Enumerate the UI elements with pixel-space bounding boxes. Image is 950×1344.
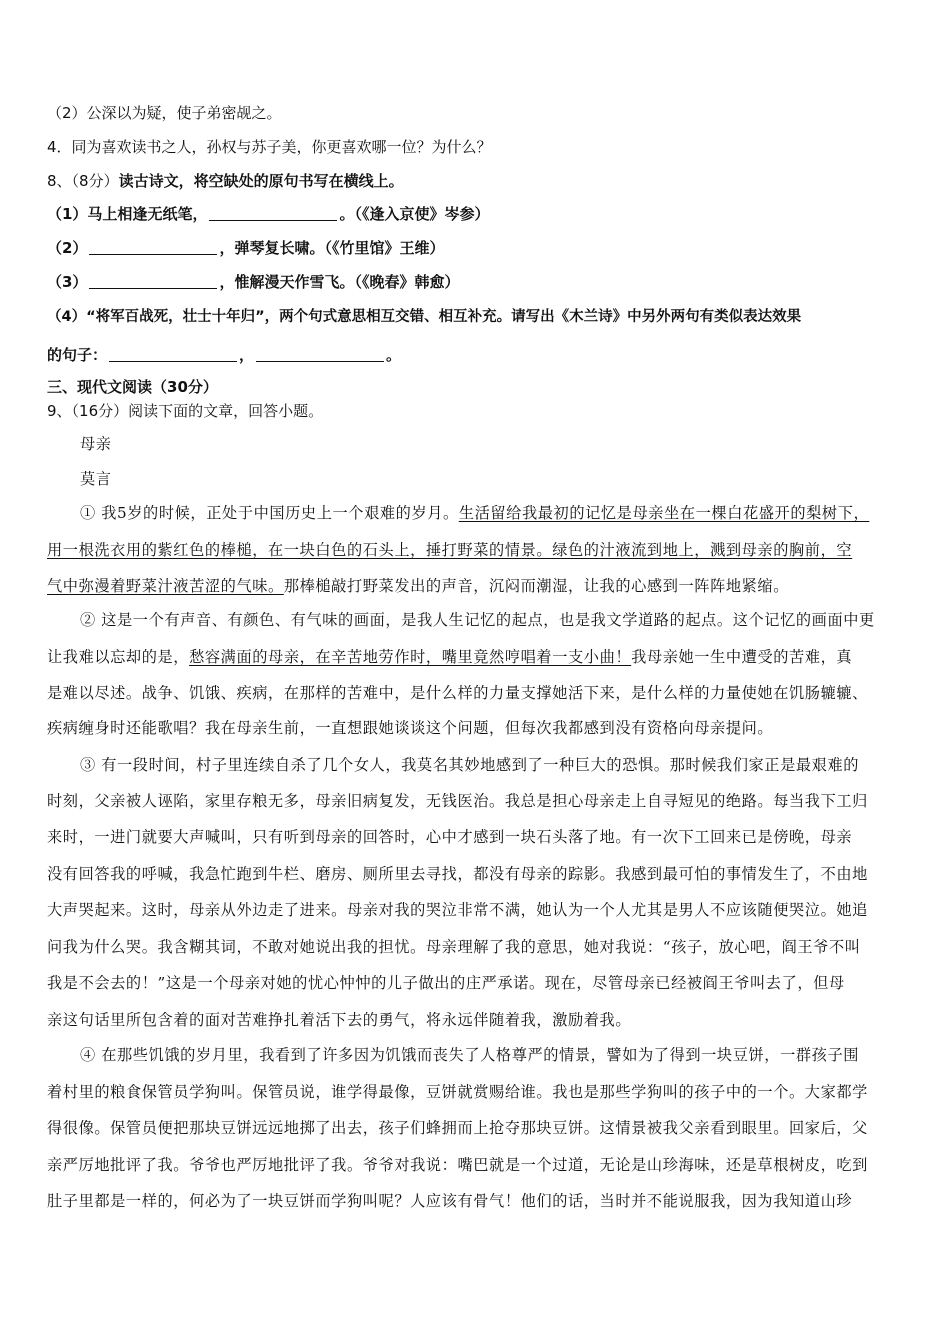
paragraph-2-line (47, 647, 852, 667)
underlined-sentence: 用一根洗衣用的紫红色的棒槌，在一块白色的石头上，捶打野菜的情景。绿色的汁液流到地上，溅到母亲的胸前，空 (47, 541, 853, 559)
paragraph-3-line: 我是不会去的！”这是一个母亲对她的忧心忡忡的儿子做出的庄严承诺。现在，尽管母亲已经被阎王爷叫去了，但母 (47, 974, 845, 992)
answer-blank[interactable] (256, 347, 384, 362)
q8-item-2-prefix: （2） (47, 239, 88, 257)
q8-item-1-suffix: 。（《逢入京使》岑参） (339, 205, 490, 223)
question-9-header (47, 401, 323, 421)
sub-question-2: （2）公深以为疑，使子弟密觇之。 (47, 104, 282, 122)
q8-item-4-line-1: （4）“将军百战死，壮士十年归”，两个句式意思相互交错、相互补充。请写出《木兰诗》中另外两句有类似表达效果 (47, 309, 802, 325)
paragraph-4-line: 着村里的粮食保管员学狗叫。保管员说，谁学得最像，豆饼就赏赐给谁。我也是那些学狗叫的孩子中的一个。大家都学 (47, 1083, 868, 1101)
answer-blank[interactable] (89, 274, 217, 289)
paragraph-3-line: 时刻，父亲被人诬陷，家里存粮无多，母亲旧病复发，无钱医治。我总是担心母亲走上自寻短见的绝路。每当我下工归 (47, 792, 868, 810)
article-author: 莫言 (80, 470, 112, 488)
section-3-heading: 三、现代文阅读（30分） (47, 378, 218, 396)
underlined-sentence: 生活留给我最初的记忆是母亲坐在一棵白花盛开的梨树下， (458, 504, 870, 522)
paragraph-3-line: 大声哭起来。这时，母亲从外边走了进来。母亲对我的哭泣非常不满，她认为一个人尤其是男人不应该随便哭泣。她追 (47, 901, 868, 919)
paragraph-2-line: ② 这是一个有声音、有颜色、有气味的画面，是我人生记忆的起点，也是我文学道路的起点。这个记忆的画面中更 (80, 611, 875, 629)
q8-item-2 (47, 238, 444, 258)
paragraph-2-line: 是难以尽述。战争、饥饿、疾病，在那样的苦难中，是什么样的力量支撑她活下来，是什么样的力量使她在饥肠辘辘、 (47, 684, 868, 702)
question-8-header (47, 171, 404, 191)
paragraph-3-line: ③ 有一段时间，村子里连续自杀了几个女人，我莫名其妙地感到了一种巨大的恐惧。那时候我们家正是最艰难的 (80, 756, 860, 774)
paragraph-1-line (80, 503, 869, 523)
paragraph-2-line: 疾病缠身时还能歌唱？我在母亲生前，一直想跟她谈谈这个问题，但每次我都感到没有资格向母亲提问。 (47, 719, 774, 737)
paragraph-4-line: 得很像。保管员便把那块豆饼远远地掷了出去，孩子们蜂拥而上抢夺那块豆饼。这情景被我父亲看到眼里。回家后，父 (47, 1119, 868, 1137)
q8-item-2-suffix: ，弹琴复长啸。（《竹里馆》王维） (219, 239, 445, 257)
paragraph-4-line: 肚子里都是一样的，何必为了一块豆饼而学狗叫呢？人应该有骨气！他们的话，当时并不能说服我，因为我知道山珍 (47, 1192, 853, 1210)
q8-item-4-prefix: 的句子： (47, 346, 108, 364)
q8-item-4-sep: ， (239, 346, 255, 364)
text-span: 让我难以忘却的是， (47, 648, 190, 666)
answer-blank[interactable] (89, 240, 217, 255)
q8-item-4-line-2 (47, 345, 401, 365)
q8-item-1-prefix: （1）马上相逢无纸笔， (47, 205, 208, 223)
q8-item-1 (47, 204, 489, 224)
q8-item-3-suffix: ，惟解漫天作雪飞。（《晚春》韩愈） (219, 273, 460, 291)
question-8-instruction: 读古诗文，将空缺处的原句书写在横线上。 (118, 172, 404, 190)
paragraph-4-line: ④ 在那些饥饿的岁月里，我看到了许多因为饥饿而丧失了人格尊严的情景，譬如为了得到一块豆饼，一群孩子围 (80, 1046, 860, 1064)
paragraph-3-line: 亲这句话里所包含着的面对苦难挣扎着活下去的勇气，将永远伴随着我，激励着我。 (47, 1011, 632, 1029)
underlined-sentence: 愁容满面的母亲，在辛苦地劳作时，嘴里竟然哼唱着一支小曲！ (189, 648, 632, 666)
text-span: 我母亲她一生中遭受的苦难，真 (631, 648, 853, 666)
paragraph-4-line: 亲严厉地批评了我。爷爷也严厉地批评了我。爷爷对我说：嘴巴就是一个过道，无论是山珍海味，还是草根树皮，吃到 (47, 1156, 868, 1174)
paragraph-3-line: 来时，一进门就要大声喊叫，只有听到母亲的回答时，心中才感到一块石头落了地。有一次下工回来已是傍晚，母亲 (47, 828, 853, 846)
answer-blank[interactable] (109, 347, 237, 362)
question-4: 4．同为喜欢读书之人，孙权与苏子美，你更喜欢哪一位？为什么？ (47, 138, 492, 156)
paragraph-3-line: 没有回答我的呼喊，我急忙跑到牛栏、磨房、厕所里去寻找，都没有母亲的踪影。我感到最可怕的事情发生了，不由地 (47, 865, 868, 883)
text-span: 那棒槌敲打野菜发出的声音，沉闷而潮湿，让我的心感到一阵阵地紧缩。 (283, 577, 790, 595)
q8-item-4-suffix: 。 (386, 346, 402, 364)
paragraph-3-line: 问我为什么哭。我含糊其词，不敢对她说出我的担忧。母亲理解了我的意思，她对我说：“孩子，放心吧，阎王爷不叫 (47, 938, 861, 956)
article-title: 母亲 (80, 435, 112, 453)
question-9-number: 9、（16分） (47, 402, 129, 420)
text-span: ① 我5岁的时候，正处于中国历史上一个艰难的岁月。 (80, 504, 459, 522)
q8-item-3 (47, 272, 459, 292)
q8-item-3-prefix: （3） (47, 273, 88, 291)
answer-blank[interactable] (209, 206, 337, 221)
question-9-instruction: 阅读下面的文章，回答小题。 (128, 402, 324, 420)
underlined-sentence: 气中弥漫着野菜汁液苦涩的气味。 (47, 577, 284, 595)
paragraph-1-line (47, 576, 789, 596)
question-8-number: 8、（8分） (47, 172, 119, 190)
paragraph-1-line (47, 540, 852, 560)
